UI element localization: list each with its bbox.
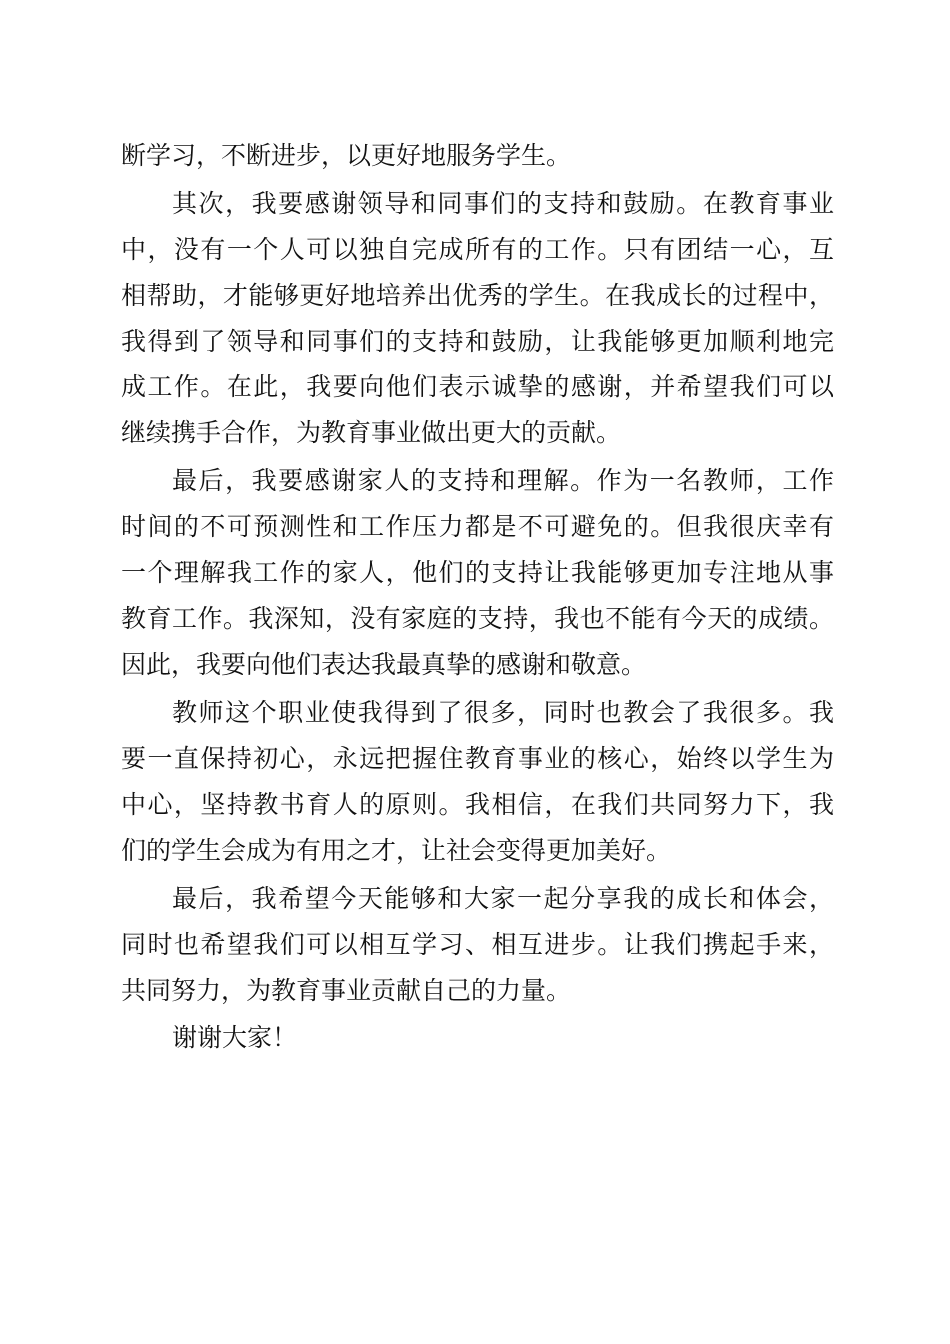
- text-line: 要一直保持初心，永远把握住教育事业的核心，始终以学生为: [121, 744, 834, 773]
- text-line: 最后，我希望今天能够和大家一起分享我的成长和体会，: [172, 884, 834, 913]
- text-line: 其次，我要感谢领导和同事们的支持和鼓励。在教育事业: [172, 189, 834, 218]
- text-line: 相帮助，才能够更好地培养出优秀的学生。在我成长的过程中，: [121, 281, 834, 310]
- text-line: 继续携手合作，为教育事业做出更大的贡献。: [121, 418, 622, 447]
- text-line: 时间的不可预测性和工作压力都是不可避免的。但我很庆幸有: [121, 512, 834, 541]
- text-line: 因此，我要向他们表达我最真挚的感谢和敬意。: [121, 650, 647, 679]
- text-line: 中心，坚持教书育人的原则。我相信，在我们共同努力下，我: [121, 790, 834, 819]
- text-line: 我得到了领导和同事们的支持和鼓励，让我能够更加顺利地完: [121, 327, 834, 356]
- text-line: 们的学生会成为有用之才，让社会变得更加美好。: [121, 836, 672, 865]
- text-line: 断学习，不断进步，以更好地服务学生。: [121, 141, 572, 170]
- text-line: 教育工作。我深知，没有家庭的支持，我也不能有今天的成绩。: [121, 604, 834, 633]
- text-line: 同时也希望我们可以相互学习、相互进步。让我们携起手来，: [121, 930, 834, 959]
- text-line: 谢谢大家！: [172, 1023, 298, 1052]
- text-line: 中，没有一个人可以独自完成所有的工作。只有团结一心，互: [121, 235, 834, 264]
- text-line: 成工作。在此，我要向他们表示诚挚的感谢，并希望我们可以: [121, 372, 834, 401]
- text-line: 教师这个职业使我得到了很多，同时也教会了我很多。我: [172, 698, 834, 727]
- text-line: 共同努力，为教育事业贡献自己的力量。: [121, 976, 572, 1005]
- text-line: 最后，我要感谢家人的支持和理解。作为一名教师，工作: [172, 466, 834, 495]
- text-line: 一个理解我工作的家人，他们的支持让我能够更加专注地从事: [121, 558, 834, 587]
